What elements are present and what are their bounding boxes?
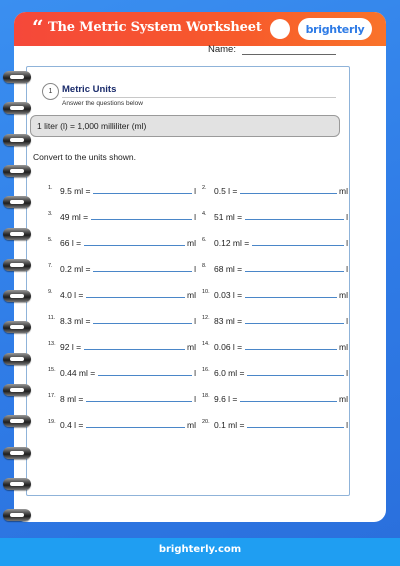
question-number: 12.: [202, 315, 210, 321]
binding-ring: [0, 444, 34, 462]
answer-blank[interactable]: [247, 426, 344, 428]
question-row: [48, 288, 196, 300]
binding-ring: [0, 287, 34, 305]
question-row: [48, 210, 196, 222]
instruction-text: Convert to the units shown.: [33, 152, 137, 162]
answer-blank[interactable]: [247, 374, 344, 376]
binding-ring: [0, 162, 34, 180]
question-row: [48, 236, 196, 248]
binding-ring: [0, 225, 34, 243]
answer-unit: l: [346, 264, 348, 274]
question-expression: 51 ml =: [214, 212, 243, 222]
question-expression: 6.0 ml =: [214, 368, 245, 378]
question-row: [48, 314, 196, 326]
question-number: 13.: [48, 341, 56, 347]
name-field: [208, 44, 336, 55]
conversion-info-box: [30, 115, 340, 137]
answer-unit: ml: [187, 342, 196, 352]
worksheet-title: The Metric System Worksheet: [48, 20, 262, 35]
question-expression: 66 l =: [60, 238, 82, 248]
question-expression: 0.12 ml =: [214, 238, 250, 248]
question-expression: 9.5 ml =: [60, 186, 91, 196]
question-row: [202, 366, 348, 378]
answer-blank[interactable]: [93, 270, 192, 272]
question-expression: 4.0 l =: [60, 290, 84, 300]
question-expression: 49 ml =: [60, 212, 89, 222]
answer-blank[interactable]: [245, 296, 337, 298]
question-number: 20.: [202, 419, 210, 425]
question-expression: 0.4 l =: [60, 420, 84, 430]
answer-unit: l: [194, 212, 196, 222]
answer-unit: l: [194, 394, 196, 404]
answer-unit: ml: [339, 186, 348, 196]
name-line: [242, 44, 336, 55]
answer-blank[interactable]: [98, 374, 192, 376]
answer-blank[interactable]: [252, 244, 344, 246]
brighterly-logo: [298, 18, 372, 40]
question-number: 2.: [202, 185, 207, 191]
unit-title: Metric Units: [62, 84, 117, 95]
question-number: 17.: [48, 393, 56, 399]
question-number: 19.: [48, 419, 56, 425]
answer-unit: l: [346, 238, 348, 248]
answer-blank[interactable]: [91, 218, 192, 220]
logo-text: brighterly: [305, 22, 365, 36]
answer-blank[interactable]: [245, 218, 344, 220]
binding-ring: [0, 318, 34, 336]
question-expression: 8.3 ml =: [60, 316, 91, 326]
question-number: 16.: [202, 367, 210, 373]
quote-icon: “: [32, 15, 44, 39]
answer-unit: l: [346, 420, 348, 430]
answer-unit: l: [194, 368, 196, 378]
conversion-info-text: 1 liter (l) = 1,000 milliliter (ml): [37, 121, 147, 131]
binding-ring: [0, 475, 34, 493]
answer-unit: l: [194, 186, 196, 196]
question-row: [202, 314, 348, 326]
binding-ring: [0, 506, 34, 524]
question-expression: 0.5 l =: [214, 186, 238, 196]
question-number: 8.: [202, 263, 207, 269]
question-row: [48, 184, 196, 196]
question-expression: 0.44 ml =: [60, 368, 96, 378]
binding-ring: [0, 193, 34, 211]
question-row: [48, 366, 196, 378]
question-number: 15.: [48, 367, 56, 373]
question-row: [48, 262, 196, 274]
question-expression: 68 ml =: [214, 264, 243, 274]
answer-blank[interactable]: [245, 322, 344, 324]
answer-unit: ml: [187, 420, 196, 430]
question-row: [48, 418, 196, 430]
answer-unit: ml: [339, 290, 348, 300]
question-number: 9.: [48, 289, 53, 295]
question-number: 14.: [202, 341, 210, 347]
binding-ring: [0, 99, 34, 117]
question-number: 3.: [48, 211, 53, 217]
answer-unit: ml: [339, 342, 348, 352]
binding-ring: [0, 350, 34, 368]
question-expression: 0.1 ml =: [214, 420, 245, 430]
answer-unit: l: [346, 368, 348, 378]
answer-unit: l: [346, 316, 348, 326]
circle-icon: [270, 19, 290, 39]
question-row: [48, 392, 196, 404]
answer-blank[interactable]: [93, 192, 192, 194]
question-number: 7.: [48, 263, 53, 269]
question-expression: 8 ml =: [60, 394, 84, 404]
answer-blank[interactable]: [84, 244, 185, 246]
question-number: 10.: [202, 289, 210, 295]
question-row: [202, 418, 348, 430]
question-number: 5.: [48, 237, 53, 243]
binding-ring: [0, 381, 34, 399]
question-number: 4.: [202, 211, 207, 217]
question-number: 6.: [202, 237, 207, 243]
binding-ring: [0, 412, 34, 430]
question-row: [202, 288, 348, 300]
binding-ring: [0, 68, 34, 86]
unit-divider: [62, 97, 336, 98]
question-number: 1.: [48, 185, 53, 191]
answer-unit: l: [346, 212, 348, 222]
question-expression: 0.03 l =: [214, 290, 243, 300]
answer-unit: ml: [187, 238, 196, 248]
binding-ring: [0, 131, 34, 149]
question-row: [202, 392, 348, 404]
answer-blank[interactable]: [245, 348, 337, 350]
answer-unit: ml: [187, 290, 196, 300]
question-expression: 83 ml =: [214, 316, 243, 326]
answer-blank[interactable]: [84, 348, 185, 350]
answer-blank[interactable]: [240, 192, 337, 194]
answer-blank[interactable]: [93, 322, 192, 324]
question-number: 18.: [202, 393, 210, 399]
question-expression: 9.6 l =: [214, 394, 238, 404]
answer-blank[interactable]: [86, 400, 192, 402]
question-row: [202, 340, 348, 352]
answer-blank[interactable]: [86, 426, 185, 428]
worksheet-header: [14, 12, 386, 46]
answer-unit: l: [194, 264, 196, 274]
answer-blank[interactable]: [86, 296, 185, 298]
unit-number-badge: 1: [42, 83, 59, 100]
answer-unit: ml: [339, 394, 348, 404]
answer-blank[interactable]: [245, 270, 344, 272]
question-row: [202, 184, 348, 196]
footer-url: brighterly.com: [158, 544, 242, 555]
name-label: Name:: [208, 44, 236, 55]
answer-unit: l: [194, 316, 196, 326]
question-expression: 92 l =: [60, 342, 82, 352]
answer-blank[interactable]: [240, 400, 337, 402]
question-row: [48, 340, 196, 352]
question-row: [202, 210, 348, 222]
question-expression: 0.06 l =: [214, 342, 243, 352]
question-expression: 0.2 ml =: [60, 264, 91, 274]
question-row: [202, 236, 348, 248]
unit-subtitle: Answer the questions below: [62, 100, 143, 107]
question-row: [202, 262, 348, 274]
question-number: 11.: [48, 315, 56, 321]
binding-ring: [0, 256, 34, 274]
